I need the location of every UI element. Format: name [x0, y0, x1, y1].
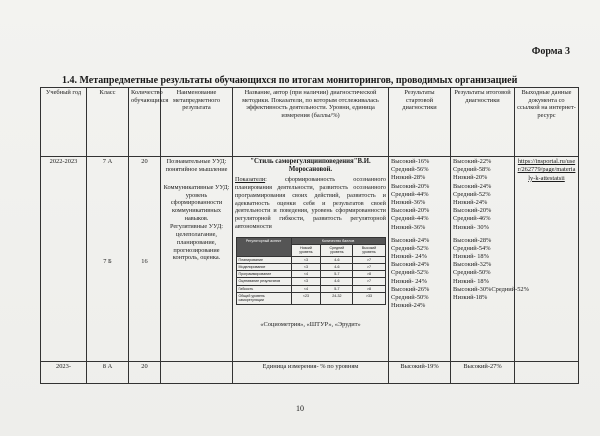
level-value: Средний-44%	[391, 190, 429, 198]
start-results-7a	[391, 158, 448, 232]
column-header: Класс	[87, 88, 129, 157]
uud-cognitive: Познавательные УУД: понятийное мышление	[165, 158, 228, 173]
level-value: Высокий-24%	[391, 261, 430, 269]
level-value: Высокий-16%	[391, 158, 430, 165]
mini-row: Гибкость <4 5-7 >8	[236, 285, 385, 292]
level-value: Высокий-20%	[453, 207, 492, 215]
level-value: Низкий- 18%	[453, 253, 489, 261]
link-cell	[515, 157, 579, 362]
level-value: Средний-44%	[391, 215, 429, 223]
page-number: 10	[296, 404, 304, 413]
mini-header-group: Количество баллов	[291, 237, 385, 244]
level-value: Низкий-36%	[391, 198, 426, 206]
level-value: Высокий-28%	[453, 236, 492, 244]
method-cell	[233, 362, 389, 384]
uud-communicative: Коммуникативные УУД: уровень сформированности коммуникативных навыков.	[163, 183, 230, 223]
table-row	[41, 362, 579, 384]
table-header-row	[41, 88, 579, 157]
level-value: Высокий-30%Средний-52% Низкий-18%	[453, 285, 529, 301]
mini-row: Программирование <4 5-7 >8	[236, 271, 385, 278]
link-cell	[515, 362, 579, 384]
section-heading: 1.4. Метапредметные результаты обучающихся по итогам мониторингов, проводимых организацией	[62, 75, 518, 86]
column-header: Количество обучающихся	[129, 88, 161, 157]
mini-subheader: Средний уровень	[321, 244, 353, 256]
mini-row: Моделирование <3 4-6 >7	[236, 263, 385, 270]
level-value: Средний-50%	[453, 269, 491, 277]
level-value: Средний-58%	[453, 166, 491, 174]
indicators-body: : сформированность осознанного планирования деятельности, развитость осознанного программирования своих действий, развитость и адекватность оценки себя и результатов своей деятельности и поведения, уровень сформированности регуляторной гибкости, развитость регуляторной автономности	[235, 176, 386, 230]
count-cell: 20	[129, 362, 161, 384]
year-cell: 2022-2023	[41, 157, 87, 362]
final-results-cell: Высокий-27%	[451, 362, 515, 384]
level-value: Низкий-20%	[453, 174, 488, 182]
level-value: Низкий- 24%	[391, 253, 427, 261]
level-value: Высокий-32%	[453, 261, 492, 269]
level-value: Низкий-24%	[391, 302, 426, 310]
level-value: Высокий-24%	[453, 182, 492, 190]
unit-text: Единица измерения- % по уровням	[262, 363, 359, 370]
final-results-7b	[453, 236, 529, 303]
class-b: 7 Б	[103, 258, 112, 265]
mini-header-aspect: Регуляторный аспект	[236, 237, 291, 256]
document-link[interactable]: https://insportal.ru/user/262779/page/materialy-k-attestatsii	[517, 158, 576, 182]
mini-row: Общий уровень саморегуляции <23 24-32 >33	[236, 293, 385, 305]
level-value: Средний-46%	[453, 215, 491, 223]
indicators-text	[235, 176, 386, 230]
uud-regulative: Регулятивные УУД: целеполагание, планирование, прогнозирование контроль, оценка.	[169, 223, 224, 262]
level-value: Высокий-20%	[391, 207, 430, 215]
mini-subheader: Высокий уровень	[353, 244, 385, 256]
start-results-cell: Высокий-19%	[389, 362, 451, 384]
level-value: Высокий-22%	[453, 158, 492, 165]
column-header: Наименование метапредметного результата	[161, 88, 233, 157]
levels-mini-table	[236, 237, 386, 305]
column-header: Выходные данные документа со ссылкой на интернет-ресурс	[515, 88, 579, 157]
count-cell	[129, 157, 161, 362]
column-header: Результаты итоговой диагностики	[451, 88, 515, 157]
column-header: Результаты стартовой диагностики	[389, 88, 451, 157]
level-value: Средний-52%	[391, 244, 429, 252]
final-results-7a	[453, 158, 512, 232]
column-header: Учебный год	[41, 88, 87, 157]
column-header: Название, автор (при наличии) диагностической методики. Показатели, по которым отслеживалась эффективность деятельности. Уровни, единица измерения (баллы/%)	[233, 88, 389, 157]
results-table	[40, 87, 579, 384]
level-value: Средний-50%	[391, 294, 429, 301]
level-value: Низкий-24%	[453, 198, 488, 206]
final-results-cell	[451, 157, 529, 362]
level-value: Низкий- 24%	[391, 277, 427, 285]
class-cell: 8 А	[87, 362, 129, 384]
level-value: Низкий- 18%	[453, 277, 489, 285]
level-value: Средний-54%	[453, 244, 491, 252]
table-row	[41, 157, 579, 362]
tests-list: «Социометрия», «ШТУР», «Эрудит»	[260, 320, 361, 328]
level-value: Низкий- 30%	[453, 223, 489, 231]
method-cell	[233, 157, 389, 362]
form-label: Форма 3	[531, 46, 570, 57]
year-cell: 2023-	[41, 362, 87, 384]
count-a: 20	[141, 158, 148, 165]
metaresult-cell	[161, 157, 233, 362]
indicators-label: Показатели	[235, 176, 266, 184]
mini-row: Оценивание результатов <3 4-6 >7	[236, 278, 385, 285]
method-name: "Стиль саморегуляцииповедения"В.И. Моросановой.	[250, 158, 371, 174]
level-value: Низкий-36%	[391, 223, 426, 231]
level-value: Высокий-24%	[391, 236, 430, 244]
start-results-7b	[391, 237, 448, 311]
start-results-cell	[389, 157, 451, 362]
level-value: Высокий-20%	[391, 182, 430, 190]
metaresult-cell	[161, 362, 233, 384]
level-value: Средний-56%	[391, 166, 429, 174]
level-value: Высокий-26%	[391, 285, 430, 293]
class-a: 7 А	[102, 158, 113, 165]
mini-subheader: Низкий уровень	[291, 244, 321, 256]
level-value: Низкий-28%	[391, 174, 426, 182]
mini-row: Планирование <3 4-6 >7	[236, 256, 385, 263]
level-value: Средний-52%	[391, 269, 429, 277]
level-value: Средний-52%	[453, 190, 491, 198]
class-cell	[87, 157, 129, 362]
count-b: 16	[141, 258, 148, 265]
